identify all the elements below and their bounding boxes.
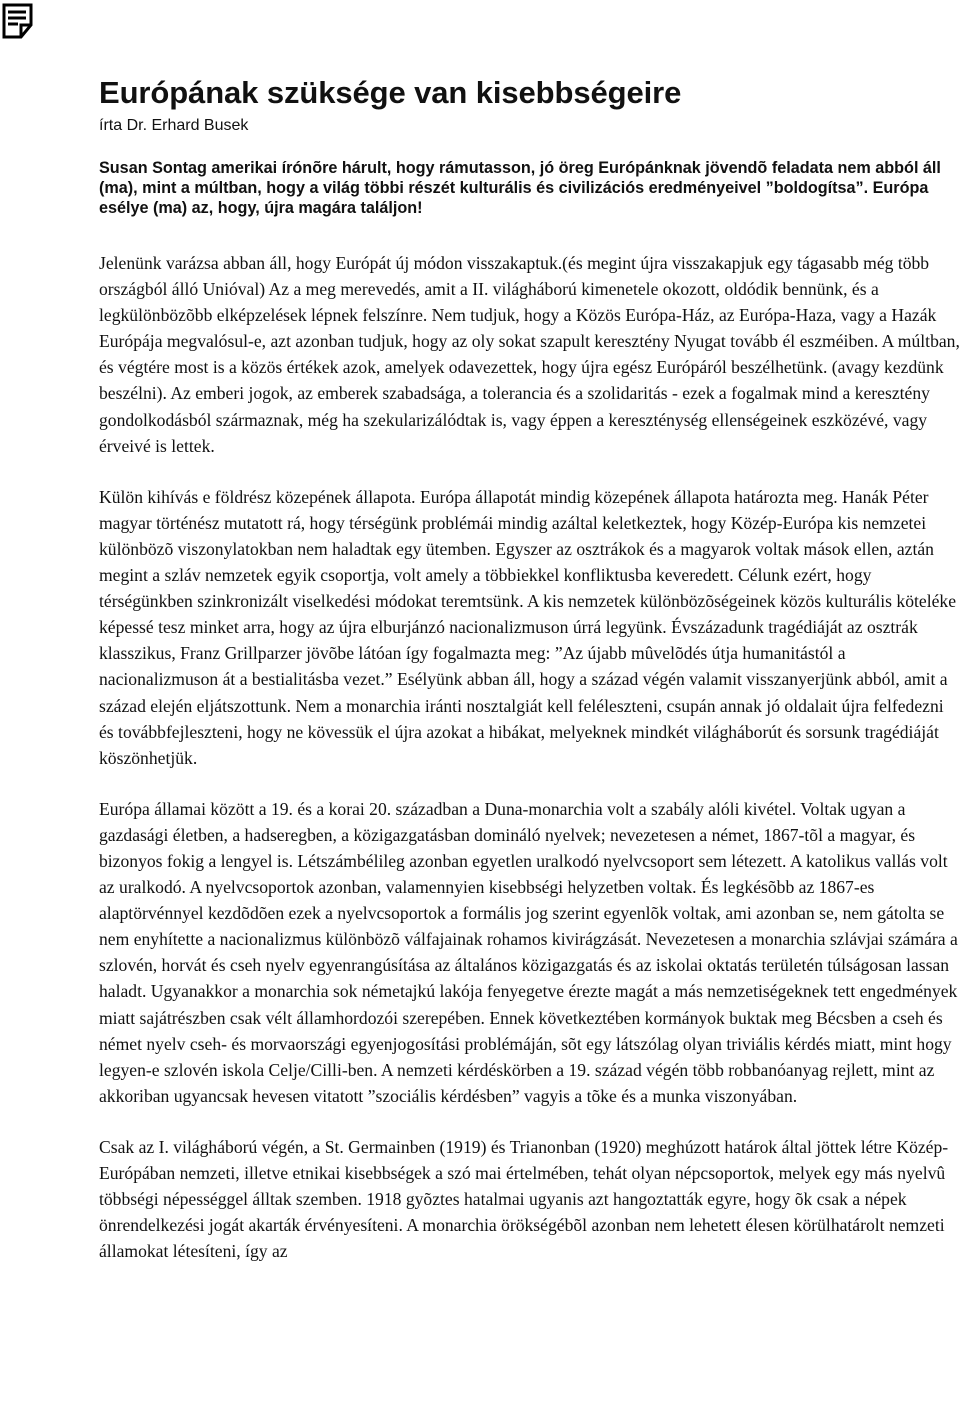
article-lead: Susan Sontag amerikai írónõre hárult, hogy rámutasson, jó öreg Európánknak jövendõ feladata nem abból áll (ma), mint a múltban, hogy a világ többi részét kulturális és civilizációs eredményeivel ”boldogítsa”. Európa esélye (ma) az, hogy, újra magára találjon!: [99, 159, 941, 217]
paragraph-3: Európa államai között a 19. és a korai 20. században a Duna-monarchia volt a szabály alóli kivétel. Voltak ugyan a gazdasági életben, a hadseregben, a közigazgatásban domináló nyelvek; nevezetesen a német, 1867-tõl a magyar, és bizonyos fokig a lengyel is. Létszámbélileg azonban egyetlen uralkodó nyelvcsoport sem létezett. A katolikus vallás volt az uralkodó. A nyelvcsoportok azonban, valamennyien kisebbségi helyzetben voltak. És legkésõbb az 1867-es alaptörvénnyel kezdõdõen ezek a nyelvcsoportok a formális jog szerint egyenlõk voltak, ami azonban se, nem gátolta se nem enyhítette a nacionalizmus különbözõ válfajainak rohamos kivirágzását. Nevezetesen a monarchia szlávjai számára a szlovén, horvát és cseh nyelv egyenrangúsítása az általános közigazgatás és az iskolai oktatás területén túlságosan lassan haladt. Ugyanakkor a monarchia sok németajkú lakója fenyegetve érezte magát a más nemzetiségeknek tett engedmények miatt sajátrészben csak vélt államhordozói szerepében. Ennek következtében kormányok buktak meg Bécsben a cseh és német nyelv cseh- és morvaországi egyenjogosítási problémáján, sõt egy látszólag olyan triviális kérdés miatt, mint hogy legyen-e szlovén iskola Celje/Cilli-ben. A nemzeti kérdéskörben a 19. század végén több robbanóanyag rejlett, mint az akkoriban ugyancsak hevesen vitatott ”szociális kérdésben” vagyis a tõke és a munka viszonyában.: [99, 798, 958, 1106]
document-note-icon: [2, 3, 34, 39]
paragraph-1: Jelenünk varázsa abban áll, hogy Európát új módon visszakaptuk.(és megint újra visszakapjuk egy tágasabb még több országból álló Unióval) Az a meg merevedés, amit a II. világháború kimenetele okozott, oldódik bennünk, és a legkülönbözõbb elképzelések lépnek felszínre. Nem tudjuk, hogy a Közös Európa-Ház, az Európa-Haza, vagy a Hazák Európája megvalósul-e, azt azonban tudjuk, hogy az oly sokat szapult keresztény Nyugat tovább él eszméiben. A múltban, és végtére most is a közös értékek azok, amelyek odavezettek, hogy újra egész Európáról beszélhetünk. (avagy kezdünk beszélni). Az emberi jogok, az emberek szabadsága, a tolerancia és a szolidaritás - ezek a fogalmak mind a keresztény gondolkodásból származnak, még ha szekularizálódtak is, vagy éppen a kereszténység ellenségeinek eszközévé, vagy érveivé is lettek.: [99, 253, 960, 456]
paragraph-2: Külön kihívás e földrész közepének állapota. Európa állapotát mindig közepének állapota határozta meg. Hanák Péter magyar történész mutatott rá, hogy térségünk problémái mindig azáltal keletkeztek, hogy Közép-Európa kis nemzetei különbözõ viszonylatokban nem haladtak egy ütemben. Egyszer az osztrákok és a magyarok voltak mások ellen, aztán megint a szláv nemzetek egyik csoportja, volt amely a többiekkel konfliktusba keveredett. Célunk ezért, hogy térségünkben szinkronizált viselkedési módokat teremtsünk. A kis nemzetek különbözõségeinek közös kulturális köteléke képessé tesz minket arra, hogy az újra elburjánzó nacionalizmuson úrrá legyünk. Évszázadunk tragédiáját az osztrák klasszikus, Franz Grillparzer jövõbe látóan így fogalmazta meg: ”Az újabb mûvelõdés útja humanitástól a nacionalizmuson át a bestialitásba vezet.” Esélyünk abban áll, hogy a század végén valamit visszanyerjünk abból, amit a század elején eljátszottunk. Nem a monarchia iránti nosztalgiát kell feléleszteni, csupán annak jó oldalait újra felfedezni és továbbfejleszteni, hogy ne kövessük el újra azokat a hibákat, melyeknek mindkét világháborút és sorsunk tragédiáját köszönhetjük.: [99, 486, 956, 768]
article-author: írta Dr. Erhard Busek: [99, 117, 249, 134]
article-title: Európának szüksége van kisebbségeire: [99, 75, 682, 110]
paragraph-4: Csak az I. világháború végén, a St. Germainben (1919) és Trianonban (1920) meghúzott határok által jöttek létre Közép-Európában nemzeti, illetve etnikai kisebbségek a szó mai értelmében, tehát olyan népcsoportok, melyek egy más nyelvû többségi népességgel álltak szemben. 1918 gyõztes hatalmai ugyanis azt hangoztatták egyre, hogy õk csak a népek önrendelkezési jogát akarták érvényesíteni. A monarchia örökségébõl azonban nem lehetett élesen körülhatárolt nemzeti államokat létesíteni, így az: [99, 1136, 949, 1262]
article: [99, 74, 960, 1264]
